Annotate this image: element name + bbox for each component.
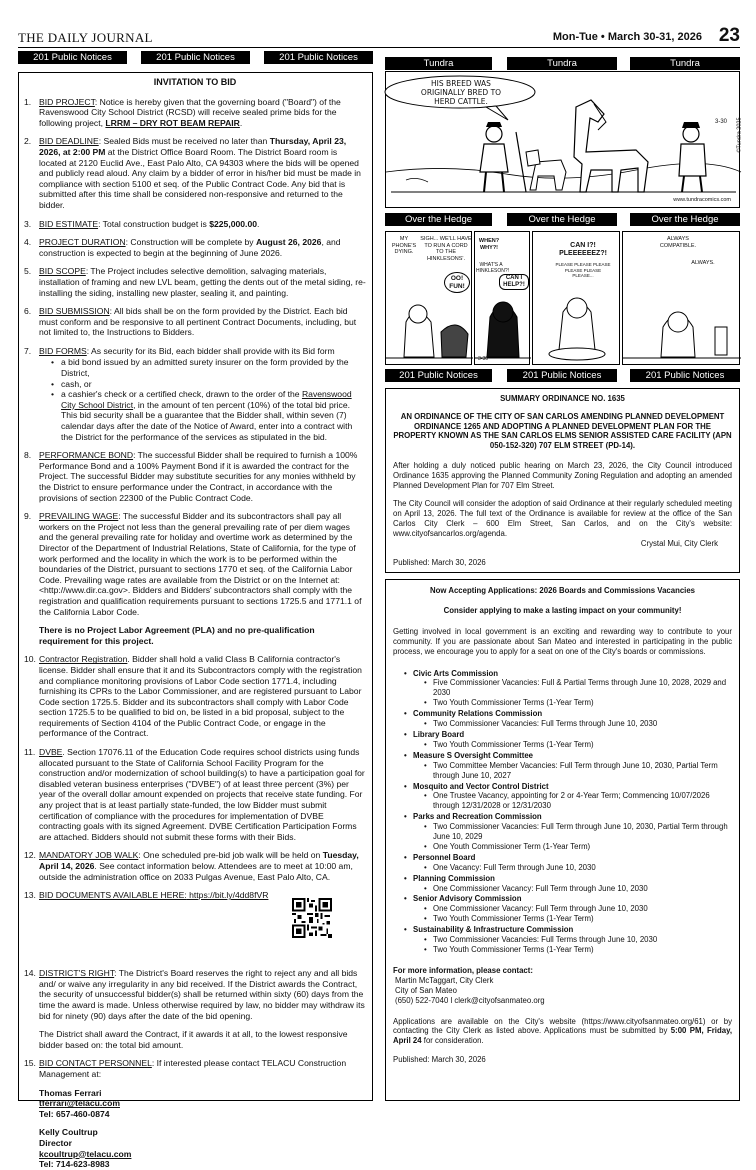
email-ferrari[interactable]: tferrari@telacu.com	[39, 1098, 120, 1109]
qr-code-icon	[292, 898, 332, 938]
board-item: • Civic Arts Commission	[393, 669, 732, 679]
district-name-link: Ravenswood City School District	[61, 389, 352, 410]
tundra-copyright: ©Tundra 2025	[736, 117, 743, 153]
section-bar-hedge-1: Over the Hedge	[385, 213, 492, 226]
section-bar-hedge-2: Over the Hedge	[507, 213, 617, 226]
email-coultrup[interactable]: kcoultrup@telacu.com	[39, 1148, 132, 1159]
masthead	[18, 25, 740, 48]
board-item: • Community Relations Commission	[393, 709, 732, 719]
section-bar-tundra-1: Tundra	[385, 57, 492, 70]
contact-ferrari: Thomas Ferrari tferrari@telacu.com Tel: 657-460-0874	[39, 1088, 366, 1120]
hedge-panel-1: MY PHONE'S DYING. SIGH... WE'LL HAVE TO RUN A CORD TO THE HINKLESONS'. OO! FUN!	[385, 231, 472, 365]
bid-item-1: 1. BID PROJECT: Notice is hereby given that the governing board ("Board") of the Ravenswood City School District (RCSD) will receive sealed prime bids for the following project, LRRM – DRY ROT BEAM REPAIR.	[24, 96, 341, 128]
pla-note: There is no Project Labor Agreement (PLA) and no pre-qualification requirement for this project.	[39, 625, 315, 646]
board-item: • Personnel Board	[393, 853, 732, 863]
ordinance-signer: Crystal Mui, City Clerk	[640, 538, 718, 548]
tundra-date: 3-30	[714, 119, 727, 125]
over-the-hedge-comic	[385, 231, 740, 365]
bid-item-5: 5. BID SCOPE: The Project includes selective demolition, salvaging materials, installation of framing and new LVL beam, getting the dents out of the metal siding, re-installing the siding, installing new plaster, sealing it, and painting.	[24, 266, 366, 298]
contact-coultrup: Kelly Coultrup Director kcoultrup@telacu.com Tel: 714-623-8983	[39, 1127, 366, 1169]
bid-item-11: 11. DVBE. Section 17076.11 of the Education Code requires school districts using funds allocated pursuant to the State of California School Facility Program for the construction and/or modernization of school building(s) to have a participation goal for disabled veteran business enterprises ("DVBE") of at least three percent (3%) per year of the overall dollar amount expended on projects that receive state funding. For any project that is at least partially state-funded, the low Bidder must submit certification of compliance with the procedures for implementation of DVBE contracting goals with its signed Agreement. DVBE Certification Participation Forms are attached. Bidders should not submit these forms with their Bids.	[24, 747, 365, 842]
bid-items-list	[24, 97, 366, 1170]
board-item: • Parks and Recreation Commission	[393, 812, 732, 822]
bid-item-2: 2. BID DEADLINE: Sealed Bids must be received no later than Thursday, April 23, 2026, at 2:00 PM at the District Office Board Room. The District Board room is located at 2120 Euclid Ave., East Palo Alto, CA 94303 where the bids will be opened and publicly read aloud. Any claim by a bidder of error in his/her bid must be made in compliance with section 5100 et seq. of the Public Contract Code. Any bid that is submitted after this time shall be considered non-responsive and returned to the bidder.	[24, 136, 361, 210]
bid-item-4: 4. PROJECT DURATION: Construction will be complete by August 26, 2026, and construction is expected to begin at the beginning of June 2026.	[24, 237, 341, 258]
boards-list: • Civic Arts Commission • Five Commissioner Vacancies: Full & Partial Terms through June 10, 2028, 2029 and 2030 • Two Youth Commissioner Terms (1-Year Term) • Community Relations Commission • Two Commissioner Vacancies: Full Terms through June 10, 2030 • Library Board • Two Youth Commissioner Terms (1-Year Term) • Measure S Oversight Committee • Two Committee Member Vacancies: Full Term through June 10, 2030, Partial Term through June 10, 2027 • Mosquito and Vector Control District • One Trustee Vacancy, appointing for 2 or 4-Year Term; Commencing 10/07/2026 through 12/31/2028 or 12/31/2030 • Parks and Recreation Commission • Two Commissioner Vacancies: Full Term through June 10, 2030, Partial Term through June 10, 2029 • One Youth Commissioner Term (1-Year Term) • Personnel Board • One Vacancy: Full Term through June 10, 2030 • Planning Commission • One Commissioner Vacancy: Full Term through June 10, 2030 • Senior Advisory Commission • One Commissioner Vacancy: Full Term through June 10, 2030 • Two Youth Commissioner Terms (1-Year Term) • Sustainability & Infrastructure Commission • Two Commissioner Vacancies: Full Terms through June 10, 2030 • Two Youth Commissioner Terms (1-Year Term)	[393, 669, 732, 955]
application-instructions: Applications are available on the City's website (https://www.cityofsanmateo.org/61) or by contacting the City Clerk as listed above. Applications must be submitted by 5:00 PM, Friday, April 24 for consideration.	[393, 1016, 732, 1046]
summary-ordinance-notice	[385, 388, 740, 573]
ordinance-heading: AN ORDINANCE OF THE CITY OF SAN CARLOS AMENDING PLANNED DEVELOPMENT ORDINANCE 1265 AND ADOPTING A PLANNED DEVELOPMENT PLAN FOR THE PROPERTY KNOWN AS THE SAN CARLOS ELMS SENIOR ASSISTED CARE FACILITY (APN 050-152-320) 707 ELM STREET (PD-14).	[393, 411, 732, 451]
section-bar-left-3: 201 Public Notices	[264, 51, 373, 64]
page-number: 23	[718, 25, 740, 46]
board-item: • Measure S Oversight Committee	[393, 751, 732, 761]
section-bar-hedge-3: Over the Hedge	[630, 213, 740, 226]
vacancies-title: Now Accepting Applications: 2026 Boards and Commissions Vacancies	[429, 586, 696, 595]
bid-forms-bullet-1: • a bid bond issued by an admitted surety insurer on the form provided by the District,	[39, 357, 366, 378]
section-bar-left-1: 201 Public Notices	[18, 51, 127, 64]
hedge-panel-2: WHEN? WHY?! WHAT'S A HINKLESON?! CAN I HELP?! 3-30	[474, 231, 530, 365]
vacancies-intro: Getting involved in local government is an exciting and rewarding way to contribute to your community. If you are passionate about San Mateo and interested in participating in the public process, we encourage you to apply for a seat on one of the City's boards or commissions.	[393, 626, 732, 656]
tundra-credit: www.tundracomics.com	[673, 197, 731, 203]
hedge-panel-3: CAN I?! PLEEEEEEZ?! PLEASE PLEASE PLEASE PLEASE PLEASE PLEASE...	[532, 231, 620, 365]
vacancies-published: Published: March 30, 2026	[393, 1055, 486, 1065]
ordinance-paragraph-1: After holding a duly noticed public hearing on March 23, 2026, the City Council introduced Ordinance 1635 approving the Planned Community Zoning Regulation and adopting an amended Planned Development Plan for 707 Elm Street.	[393, 460, 732, 490]
bid-forms-bullets	[39, 357, 366, 442]
section-bar-left-2: 201 Public Notices	[141, 51, 250, 64]
board-item: • Sustainability & Infrastructure Commission	[393, 925, 732, 935]
bid-item-10: 10. Contractor Registration. Bidder shall hold a valid Class B California contractor's license. Bidder shall ensure that it and its Subcontractors comply with the registration and compliance monitoring provisions of Labor Code section 1771.4, including furnishing its CPRs to the Labor Commissioner, and are registered pursuant to Labor Code section 1725.5. Bidder and its subcontractors shall comply with Labor Code section 1725.5 to be qualified to bid on, be listed in a bid proposal, subject to the requirements of Section 4104 of the Public Contract Code, or engage in the performance of the Contract.	[24, 654, 362, 739]
tundra-speech: HIS BREED WAS ORIGINALLY BRED TO HERD CATTLE.	[420, 79, 502, 106]
bid-item-8: 8. PERFORMANCE BOND: The successful Bidder shall be required to furnish a 100% Performance Bond and a 100% Payment Bond if it is awarded the contract for the Project. The successful Bidder may substitute securities for any monies withheld by the District to ensure performance under the Contract, in accordance with the provisions of section 22300 of the Public Contract Code.	[24, 450, 358, 503]
tundra-comic	[385, 71, 743, 208]
section-bar-right-1: 201 Public Notices	[385, 369, 492, 382]
vacancies-subtitle: Consider applying to make a lasting impact on your community!	[443, 605, 682, 615]
bid-item-6: 6. BID SUBMISSION: All bids shall be on the form provided by the District. Each bid must conform and be responsive to all pertinent Contract Documents, including, but not limited to, the Instructions to Bidders.	[24, 306, 357, 338]
newspaper-name: THE DAILY JOURNAL	[18, 30, 153, 45]
section-bar-tundra-2: Tundra	[507, 57, 617, 70]
section-bar-tundra-3: Tundra	[630, 57, 740, 70]
award-note: The District shall award the Contract, if it awards it at all, to the lowest responsive bidder based on: the total bid amount.	[39, 1029, 348, 1050]
bid-item-13: 13. BID DOCUMENTS AVAILABLE HERE: https://bit.ly/4dd8fVR	[24, 890, 269, 901]
issue-date: Mon-Tue • March 30-31, 2026	[552, 31, 702, 43]
bid-item-12: 12. MANDATORY JOB WALK: One scheduled pre-bid job walk will be held on Tuesday, April 14, 2026. See contact information below. Attendees are to meet at 10:00 am, outside the administration office on 2033 Pulgas Avenue, East Palo Alto, CA.	[24, 850, 359, 882]
hedge-panel-4: ALWAYS COMPATIBLE. ALWAYS.	[622, 231, 740, 365]
bid-forms-bullet-2: • cash, or	[39, 379, 366, 390]
ordinance-published: Published: March 30, 2026	[393, 558, 486, 568]
bid-item-15: 15. BID CONTACT PERSONNEL: If interested please contact TELACU Construction Management at: Thomas Ferrari tferrari@telacu.com Tel: 657-460-0874 Kelly Coultrup Director kcoultrup@telacu.com Tel: 714-623-8983	[24, 1058, 366, 1169]
board-item: • Mosquito and Vector Control District	[393, 782, 732, 792]
section-bar-right-2: 201 Public Notices	[507, 369, 617, 382]
bid-documents-link[interactable]: https://bit.ly/4dd8fVR	[186, 890, 269, 901]
bid-forms-bullet-3: • a cashier's check or a certified check, drawn to the order of the Ravenswood City School District, in the amount of ten percent (10%) of the total bid price. This bid security shall be a guarantee that the Bidder shall, within seven (7) calendar days after the date of the Notice of Award, enter into a contract with the District for the performance of the services as stipulated in the bid.	[39, 389, 366, 442]
invitation-to-bid-notice	[18, 72, 373, 1170]
board-item: • Senior Advisory Commission	[393, 894, 732, 904]
board-item: • Library Board	[393, 730, 732, 740]
bid-item-9: 9. PREVAILING WAGE: The successful Bidder and its subcontractors shall pay all workers on the Project not less than the general prevailing rate of per diem wages and the general prevailing rate for holiday and overtime work as determined by the Director of the Department of Industrial Relations, State of California, for the type of work performed and the locality in which the work is to be performed within the boundaries of the District, pursuant to sections 1770 et seq. of the California Labor Code. Prevailing wage rates are available from the District or on the Internet at: <http://www.dir.ca.gov>. Bidders and Bidders' subcontractors shall comply with the registration and qualification requirements pursuant to sections 1725.5 and 1771.1 of the California Labor Code. There is no Project Labor Agreement (PLA) and no pre-qualification requirement for this project.	[24, 511, 366, 646]
notice-title: INVITATION TO BID	[153, 77, 237, 87]
ordinance-paragraph-2: The City Council will consider the adoption of said Ordinance at their regularly scheduled meeting on April 13, 2026. The full text of the Ordinance is available for review at the office of the San Carlos City Clerk – 600 Elm Street, San Carlos, and on the City's website: www.cityofsancarlos.org/agenda.	[393, 499, 732, 538]
ordinance-title: SUMMARY ORDINANCE NO. 1635	[500, 394, 625, 403]
clerk-contact: Martin McTaggart, City Clerk City of San Mateo (650) 522-7040 l clerk@cityofsanmateo.org	[395, 975, 545, 1005]
bid-item-14: 14. DISTRICT'S RIGHT: The District's Board reserves the right to reject any and all bids and/ or waive any irregularity in any bid received. If the District awards the Contract, the security of unsuccessful bidder(s) shall be returned within sixty (60) days from the time the award is made. Unless otherwise required by law, no bidder may withdraw its bid for ninety (90) days after the date of the bid opening. The District shall award the Contract, if it awards it at all, to the lowest responsive bidder based on: the total bid amount.	[24, 968, 365, 1050]
board-item: • Planning Commission	[393, 874, 732, 884]
section-bar-right-3: 201 Public Notices	[630, 369, 740, 382]
bid-item-3: 3. BID ESTIMATE: Total construction budget is $225,000.00.	[24, 218, 260, 229]
boards-vacancies-notice	[385, 579, 740, 1101]
more-info-heading: For more information, please contact:	[393, 965, 533, 975]
bid-item-7: 7. BID FORMS: As security for its Bid, each bidder shall provide with its Bid form • a bid bond issued by an admitted surety insurer on the form provided by the District, • cash, or • a cashier's check or a certified check, drawn to the order of the Ravenswood City School District, in the amount of ten percent (10%) of the total bid price. This bid security shall be a guarantee that the Bidder shall, within seven (7) calendar days after the date of the Notice of Award, enter into a contract with the District for the performance of the services as stipulated in the bid.	[24, 346, 366, 442]
